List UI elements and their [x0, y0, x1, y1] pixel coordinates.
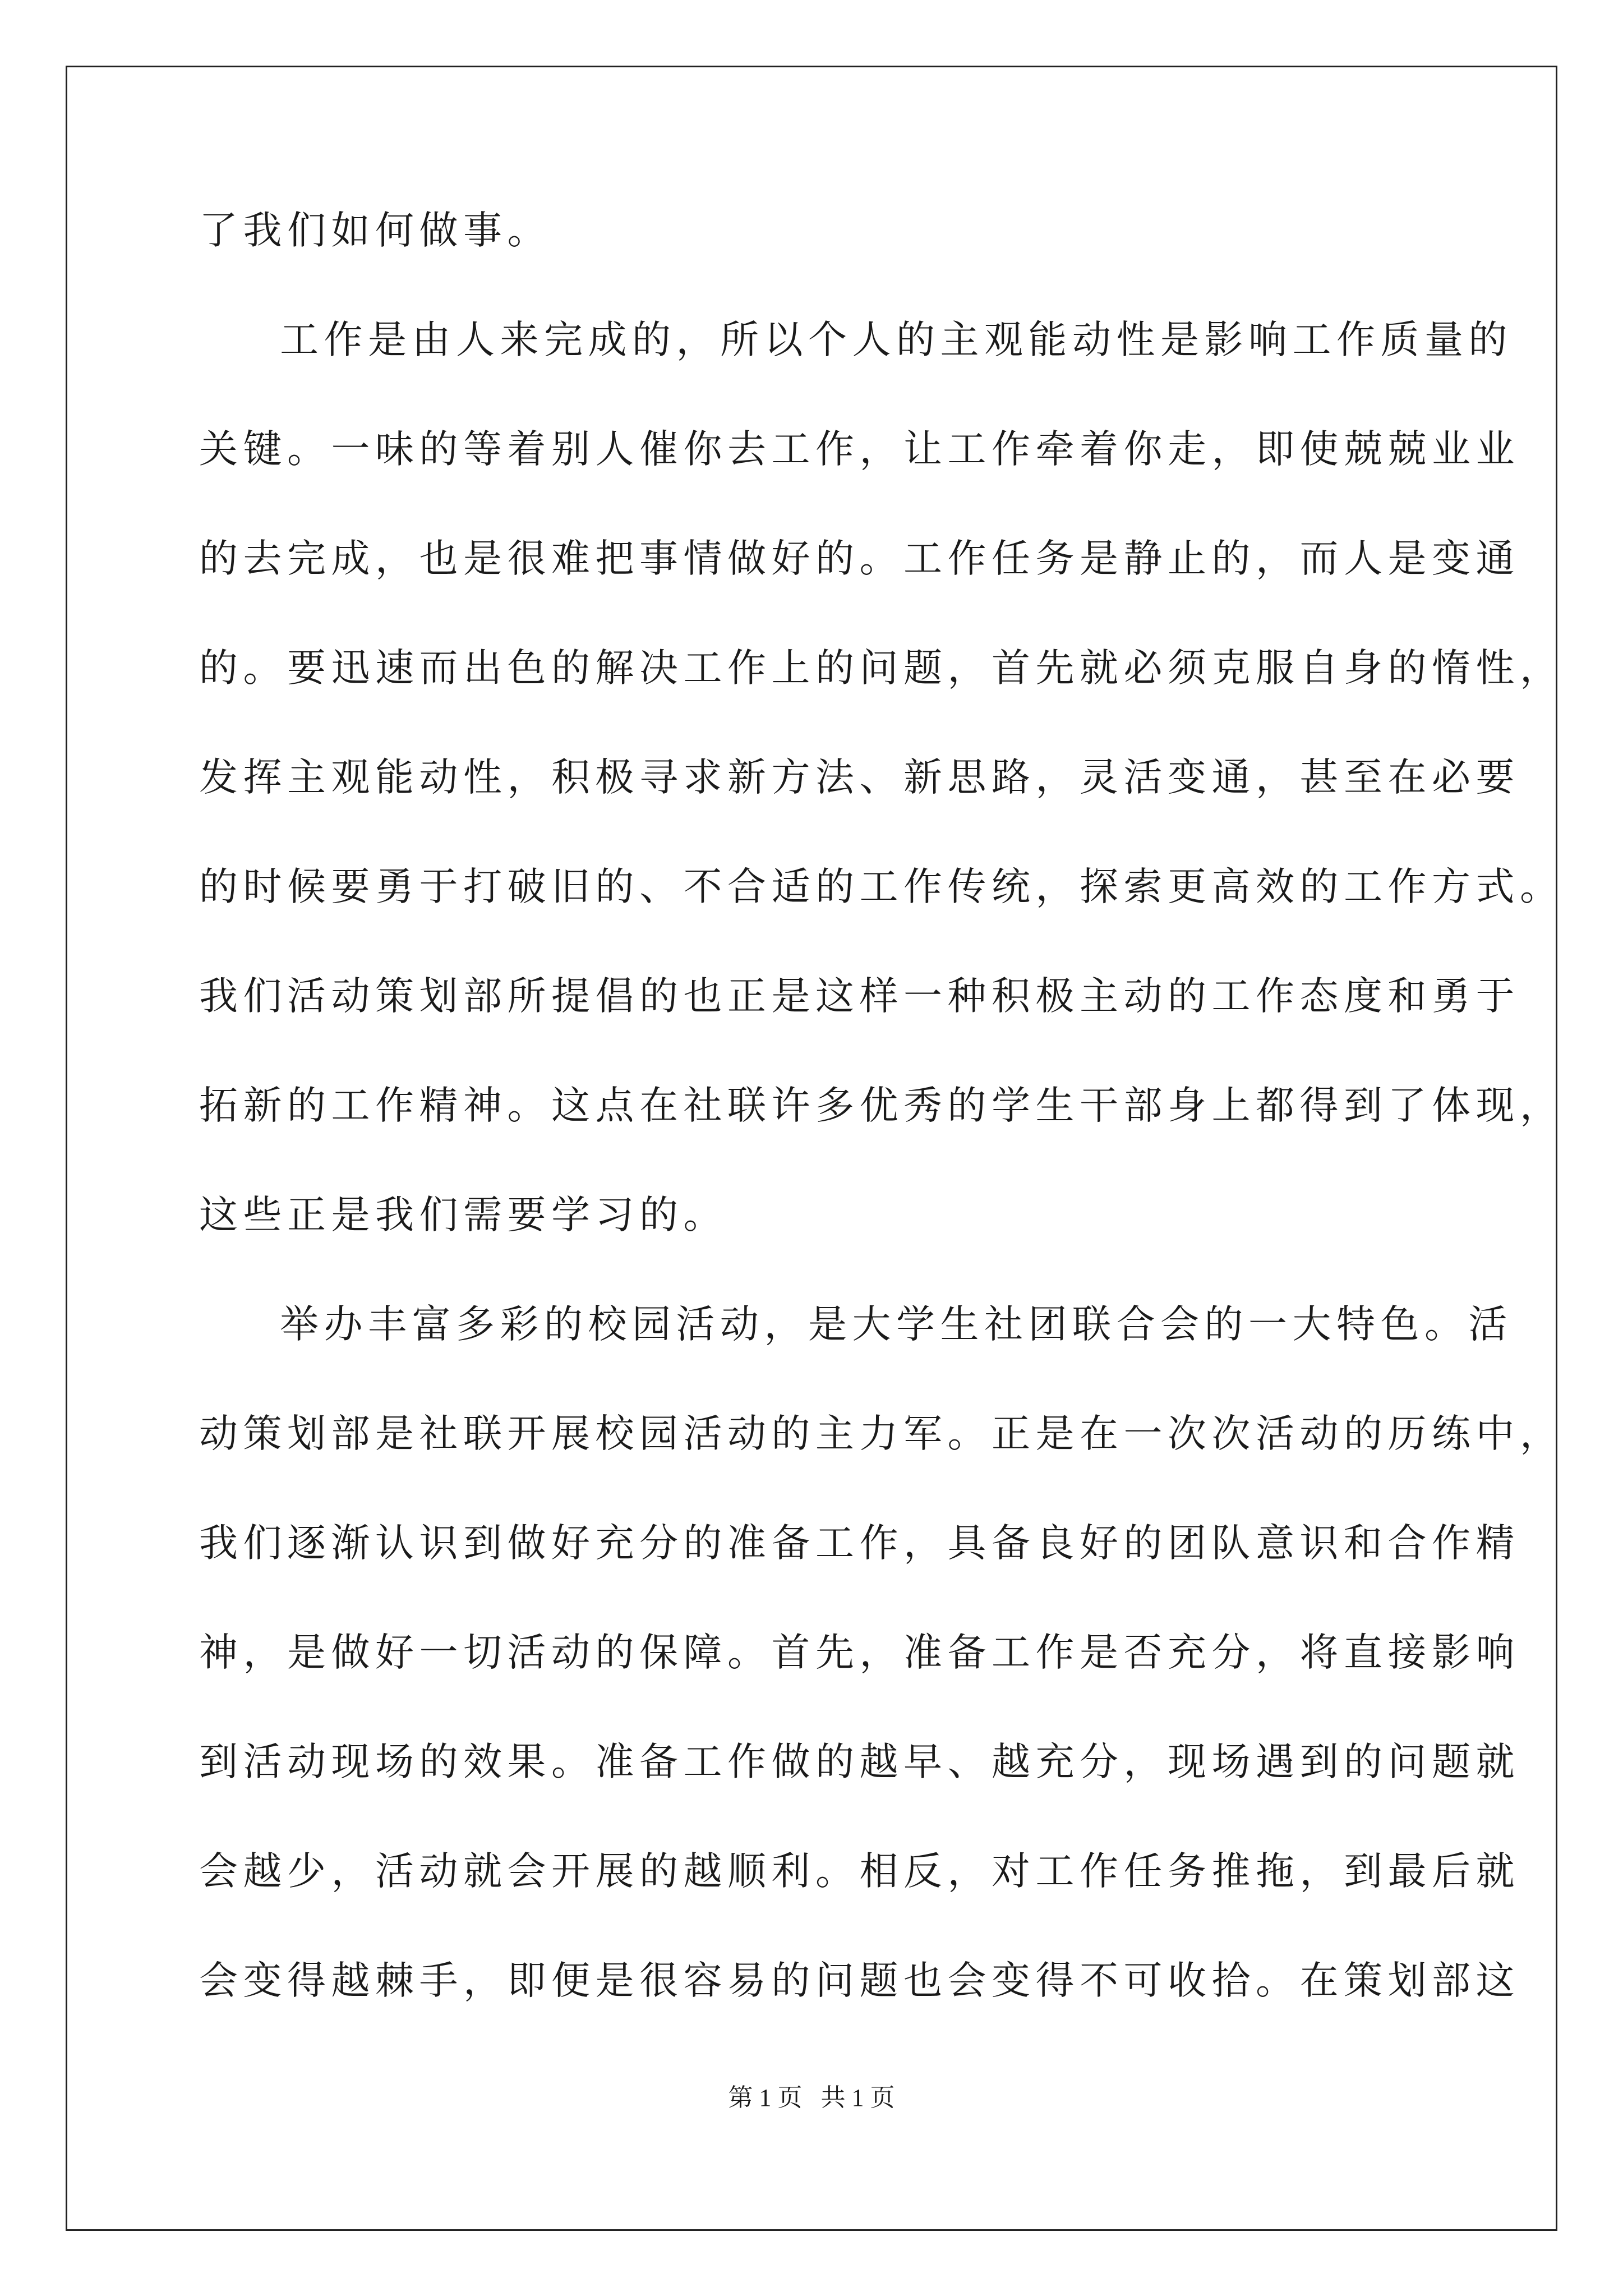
paragraph-line: 发挥主观能动性，积极寻求新方法、新思路，灵活变通，甚至在必要	[199, 755, 1520, 800]
paragraph-line: 了我们如何做事。	[199, 208, 551, 253]
paragraph-line: 的去完成，也是很难把事情做好的。工作任务是静止的，而人是变通	[199, 536, 1520, 581]
page-number-footer: 第 1 页 共 1 页	[728, 2084, 895, 2111]
page-border	[66, 66, 1557, 2231]
paragraph-line: 举办丰富多彩的校园活动，是大学生社团联合会的一大特色。活	[280, 1302, 1513, 1347]
paragraph-line: 我们逐渐认识到做好充分的准备工作，具备良好的团队意识和合作精	[199, 1521, 1520, 1566]
paragraph-line: 工作是由人来完成的，所以个人的主观能动性是影响工作质量的	[280, 318, 1513, 362]
paragraph-line: 到活动现场的效果。准备工作做的越早、越充分，现场遇到的问题就	[199, 1740, 1520, 1784]
paragraph-line: 拓新的工作精神。这点在社联许多优秀的学生干部身上都得到了体现，	[199, 1083, 1564, 1128]
paragraph-line: 会越少，活动就会开展的越顺利。相反，对工作任务推拖，到最后就	[199, 1849, 1520, 1894]
paragraph-line: 的时候要勇于打破旧的、不合适的工作传统，探索更高效的工作方式。	[199, 864, 1564, 909]
paragraph-line: 的。要迅速而出色的解决工作上的问题，首先就必须克服自身的惰性，	[199, 646, 1564, 691]
paragraph-line: 关键。一味的等着别人催你去工作，让工作牵着你走，即使兢兢业业	[199, 427, 1520, 472]
paragraph-line: 我们活动策划部所提倡的也正是这样一种积极主动的工作态度和勇于	[199, 974, 1520, 1019]
paragraph-line: 动策划部是社联开展校园活动的主力军。正是在一次次活动的历练中，	[199, 1411, 1564, 1456]
paragraph-line: 会变得越棘手，即便是很容易的问题也会变得不可收拾。在策划部这	[199, 1958, 1520, 2003]
paragraph-line: 这些正是我们需要学习的。	[199, 1193, 727, 1237]
paragraph-line: 神，是做好一切活动的保障。首先，准备工作是否充分，将直接影响	[199, 1630, 1520, 1675]
